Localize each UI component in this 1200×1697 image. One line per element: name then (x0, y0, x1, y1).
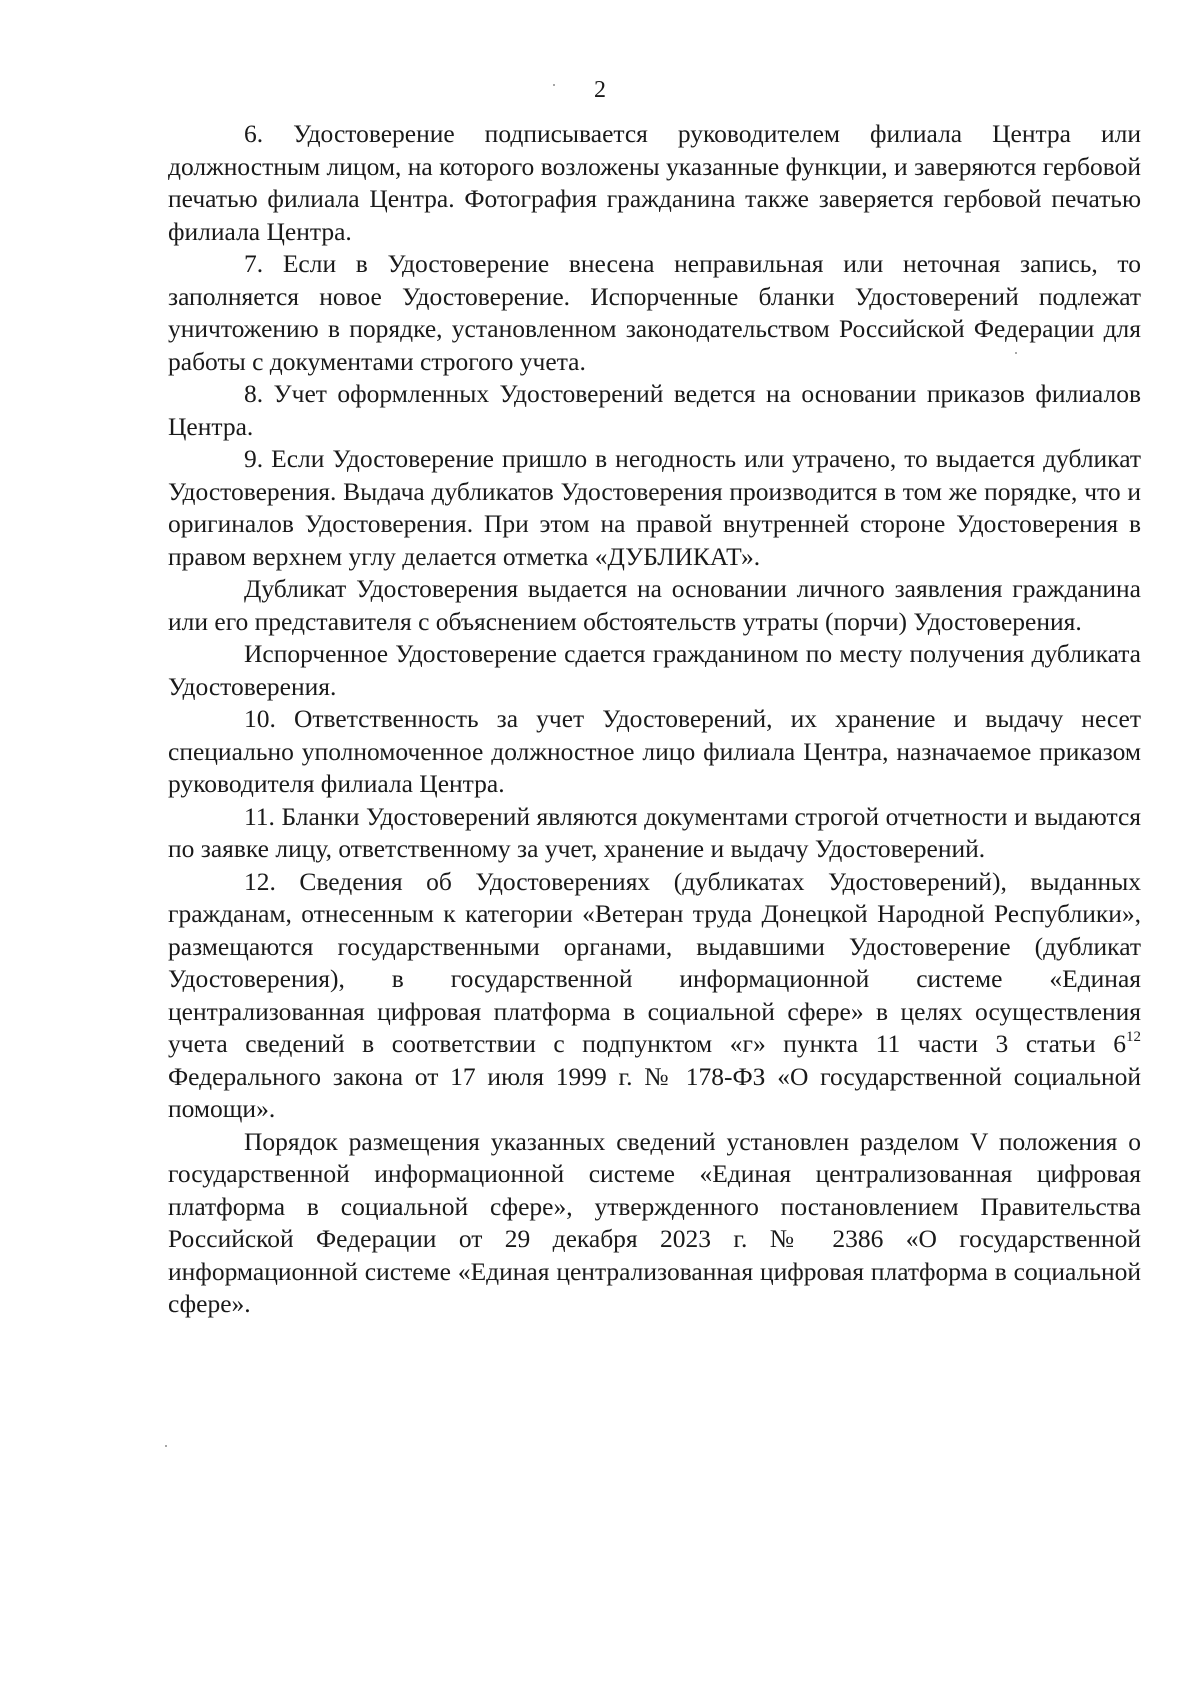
document-body (168, 118, 1141, 1321)
scan-artifact (1015, 352, 1017, 354)
paragraph-9: 9. Если Удостоверение пришло в негодность или утрачено, то выдается дубликат Удостоверения. Выдача дубликатов Удостоверения производится в том же порядке, что и оригиналов Удостоверения. При этом на правой внутренней стороне Удостоверения в правом верхнем углу делается отметка «ДУБЛИКАТ». (168, 444, 1141, 571)
page-number: 2 (594, 77, 606, 103)
scan-artifact (553, 84, 555, 86)
paragraph-9-duplicate-issuance: Дубликат Удостоверения выдается на основании личного заявления гражданина или его представителя с объяснением обстоятельств утраты (порчи) Удостоверения. (168, 574, 1141, 636)
paragraph-8: 8. Учет оформленных Удостоверений ведется на основании приказов филиалов Центра. (168, 379, 1141, 441)
paragraph-10: 10. Ответственность за учет Удостоверений, их хранение и выдачу несет специально уполномоченное должностное лицо филиала Центра, назначаемое приказом руководителя филиала Центра. (168, 704, 1141, 798)
paragraph-12 (168, 866, 1141, 1126)
paragraph-12-placement-procedure: Порядок размещения указанных сведений установлен разделом V положения о государственной информационной системе «Единая централизованная цифровая платформа в социальной сфере», утвержденного постановлением Правительства Российской Федерации от 29 декабря 2023 г. № 2386 «О государственной информационной системе «Единая централизованная цифровая платформа в социальной сфере». (168, 1126, 1141, 1318)
paragraph-12-text-after: Федерального закона от 17 июля 1999 г. № 178-ФЗ «О государственной социальной помощи». (168, 1061, 1141, 1123)
scan-artifact (165, 1445, 167, 1447)
paragraph-9-damaged-return: Испорченное Удостоверение сдается гражданином по месту получения дубликата Удостоверения. (168, 639, 1141, 701)
paragraph-6: 6. Удостоверение подписывается руководителем филиала Центра или должностным лицом, на которого возложены указанные функции, и заверяются гербовой печатью филиала Центра. Фотография гражданина также заверяется гербовой печатью филиала Центра. (168, 119, 1141, 246)
paragraph-11: 11. Бланки Удостоверений являются документами строгой отчетности и выдаются по заявке лицу, ответственному за учет, хранение и выдачу Удостоверений. (168, 801, 1141, 863)
article-superscript: 12 (1126, 1029, 1141, 1045)
paragraph-12-text-before: 12. Сведения об Удостоверениях (дубликатах Удостоверений), выданных гражданам, отнесенным к категории «Ветеран труда Донецкой Народной Республики», размещаются государственными органами, выдавшими Удостоверение (дубликат Удостоверения), в государственной информационной системе «Единая централизованная цифровая платформа в социальной сфере» в целях осуществления учета сведений в соответствии с подпунктом «г» пункта 11 части 3 статьи 6 (168, 866, 1141, 1058)
paragraph-7: 7. Если в Удостоверение внесена неправильная или неточная запись, то заполняется новое Удостоверение. Испорченные бланки Удостоверений подлежат уничтожению в порядке, установленном законодательством Российской Федерации для работы с документами строгого учета. (168, 249, 1141, 376)
